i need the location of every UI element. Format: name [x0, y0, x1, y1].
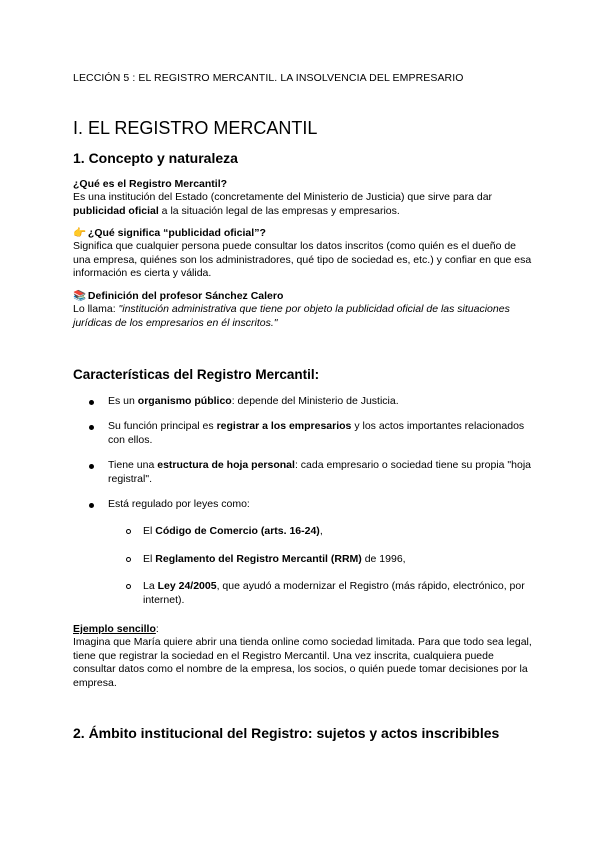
sublist-item: El Reglamento del Registro Mercantil (RRM) de 1996, — [108, 553, 533, 566]
characteristics-list — [73, 395, 533, 621]
regulation-sublist — [108, 525, 533, 607]
definition-heading: 📚 Definición del profesor Sánchez Calero — [73, 290, 284, 302]
list-item: Tiene una estructura de hoja personal: cada empresario o sociedad tiene su propia "hoja registral". — [73, 459, 533, 486]
answer-text-end: a la situación legal de las empresas y empresarios. — [158, 204, 400, 217]
sublist-item: La Ley 24/2005, que ayudó a modernizar el Registro (más rápido, electrónico, por internet). — [108, 580, 533, 607]
question-heading: 👉 ¿Qué significa “publicidad oficial”? — [73, 227, 266, 239]
hollow-bullet-icon — [126, 557, 131, 562]
answer-text: Significa que cualquier persona puede consultar los datos inscritos (como quién es el dueño de una empresa, quiénes son los administradores, qué tipo de sociedad es, etc.) y confiar en que esa información es cierta y válida. — [73, 240, 532, 280]
bullet-icon — [89, 400, 94, 405]
hollow-bullet-icon — [126, 584, 131, 589]
example-block — [73, 623, 533, 690]
definition-quote: "institución administrativa que tiene por objeto la publicidad oficial de las situaciones jurídicas de los empresarios en él inscritos." — [73, 303, 510, 329]
definition-lead: Lo llama: — [73, 303, 119, 316]
question-block-what-is — [73, 178, 533, 218]
question-block-publicidad — [73, 227, 533, 281]
list-item: Está regulado por leyes como: El Código de Comercio (arts. 16-24), El Reglamento del Registro Mercantil (RRM) de 1996, La Ley 24/2005, que ayudó a modernizar el Registro (más rápido, electrónico, por internet). — [73, 498, 533, 607]
characteristics-title: Características del Registro Mercantil: — [73, 367, 320, 382]
list-item: Su función principal es registrar a los empresarios y los actos importantes relacionados con ellos. — [73, 420, 533, 447]
bullet-icon — [89, 425, 94, 430]
pointing-hand-icon: 👉 — [73, 227, 87, 239]
definition-block — [73, 290, 533, 330]
example-text: Imagina que María quiere abrir una tienda online como sociedad limitada. Para que todo sea legal, tiene que registrar la sociedad en el Registro Mercantil. Una vez inscrita, cualquiera puede consultar datos como el nombre de la empresa, los socios, o quién puede tomar decisiones por la empresa. — [73, 636, 532, 689]
example-heading: Ejemplo sencillo: — [73, 623, 159, 635]
sublist-item: El Código de Comercio (arts. 16-24), — [108, 525, 533, 538]
subsection-title-ambito: 2. Ámbito institucional del Registro: sujetos y actos inscribibles — [73, 725, 500, 741]
books-icon: 📚 — [73, 290, 87, 302]
bullet-icon — [89, 503, 94, 508]
subsection-title-concepto: 1. Concepto y naturaleza — [73, 150, 238, 166]
list-item: Es un organismo público: depende del Ministerio de Justicia. — [73, 395, 533, 408]
answer-text: Es una institución del Estado (concretamente del Ministerio de Justicia) que sirve para dar — [73, 191, 493, 204]
hollow-bullet-icon — [126, 529, 131, 534]
bullet-icon — [89, 464, 94, 469]
section-title: I. EL REGISTRO MERCANTIL — [73, 118, 318, 138]
question-heading: ¿Qué es el Registro Mercantil? — [73, 178, 228, 190]
lesson-header: LECCIÓN 5 : EL REGISTRO MERCANTIL. LA INSOLVENCIA DEL EMPRESARIO — [73, 72, 464, 84]
answer-bold: publicidad oficial — [73, 204, 159, 217]
